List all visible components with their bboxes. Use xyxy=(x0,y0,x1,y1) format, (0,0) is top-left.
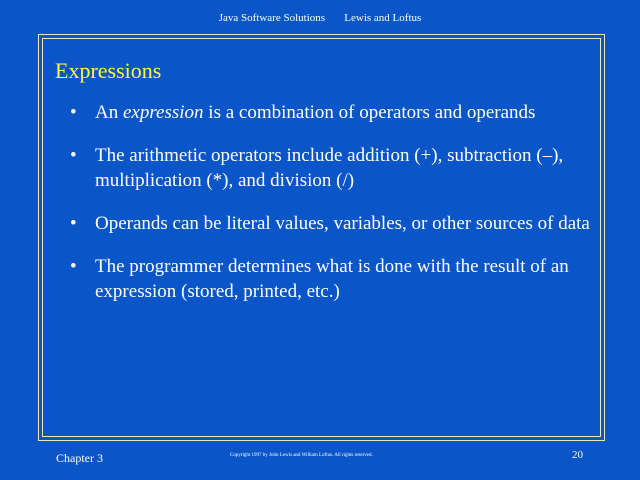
slide-header xyxy=(0,12,640,24)
bullet-text: The programmer determines what is done with the result of an expression (stored, printed, etc.) xyxy=(95,256,569,302)
bullet-list xyxy=(70,100,600,322)
bullet-item xyxy=(70,100,600,125)
bullet-marker: • xyxy=(70,145,77,166)
book-title: Java Software Solutions xyxy=(218,12,326,24)
bullet-marker: • xyxy=(70,256,77,277)
chapter-label: Chapter 3 xyxy=(56,451,103,465)
page-number: 20 xyxy=(572,449,583,461)
book-authors: Lewis and Loftus xyxy=(344,12,422,24)
slide-title: Expressions xyxy=(55,58,162,83)
copyright-notice: Copyright 1997 by John Lewis and William Loftus. All rights reserved. xyxy=(230,453,373,458)
bullet-item xyxy=(70,254,600,304)
emphasis-expression: expression xyxy=(122,102,204,123)
bullet-item xyxy=(70,211,600,236)
bullet-item xyxy=(70,143,600,193)
bullet-text: The arithmetic operators include addition (+), subtraction (–), multiplication (*), and division (/) xyxy=(95,145,564,191)
bullet-marker: • xyxy=(70,102,77,123)
bullet-text: An expression is a combination of operators and operands xyxy=(95,102,536,123)
bullet-marker: • xyxy=(70,213,77,234)
bullet-text: Operands can be literal values, variables, or other sources of data xyxy=(95,213,590,234)
